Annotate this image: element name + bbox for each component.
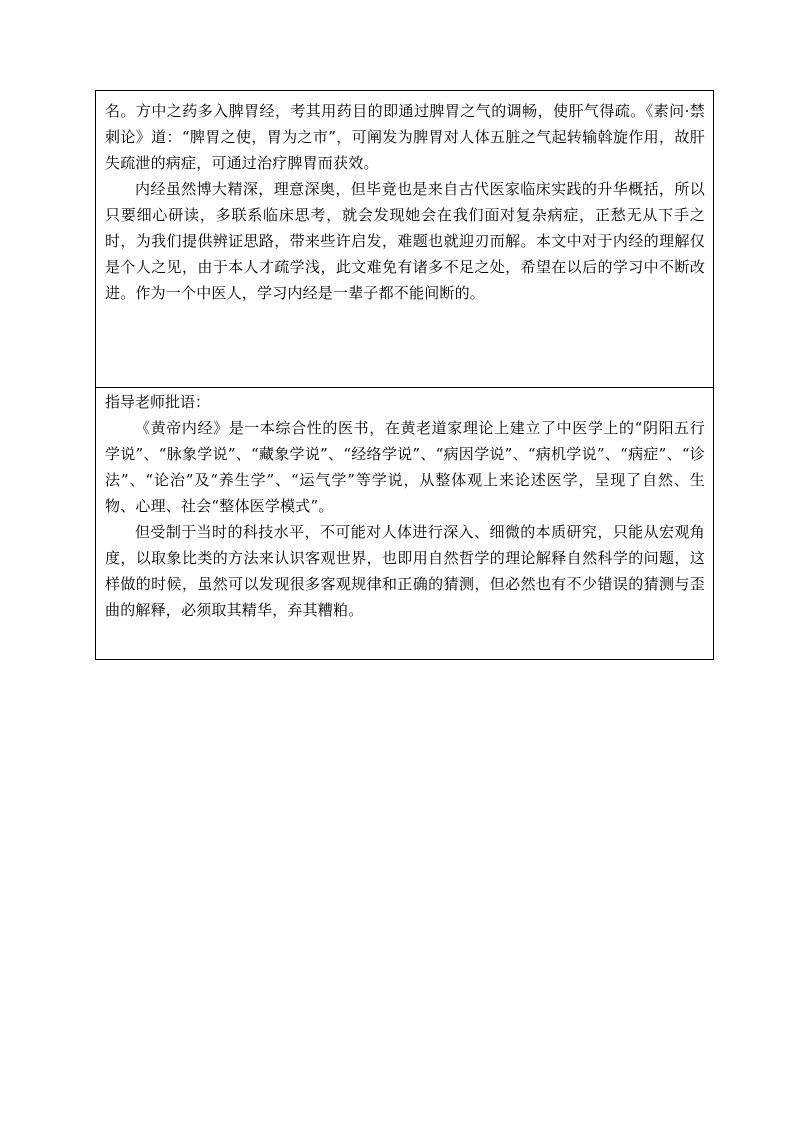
essay-paragraph-continuation: 名。方中之药多入脾胃经，考其用药目的即通过脾胃之气的调畅，使肝气得疏。《素问·禁刺论》道：“脾胃之使，胃为之市”，可阐发为脾胃对人体五脏之气起转输斡旋作用，故肝失疏泄的病症，可通过治疗脾胃而获效。 <box>105 102 705 172</box>
document-table <box>95 90 714 660</box>
comment-paragraph-2: 但受制于当时的科技水平，不可能对人体进行深入、细微的本质研究，只能从宏观角度，以取象比类的方法来认识客观世界，也即用自然哲学的理论解释自然科学的问题，这样做的时候，虽然可以发现很多客观规律和正确的猜测，但必然也有不少错误的猜测与歪曲的解释，必须取其精华，弃其糟粕。 <box>105 523 705 619</box>
comment-cell <box>96 388 713 659</box>
comment-label: 指导老师批语： <box>105 393 211 411</box>
comment-paragraph-1: 《黄帝内经》是一本综合性的医书，在黄老道家理论上建立了中医学上的“阴阳五行学说”、“脉象学说”、“藏象学说”、“经络学说”、“病因学说”、“病机学说”、“病症”、“诊法”、“论治”及“养生学”、“运气学”等学说，从整体观上来论述医学，呈现了自然、生物、心理、社会“整体医学模式”。 <box>105 419 705 515</box>
essay-paragraph-conclusion: 内经虽然博大精深，理意深奥，但毕竟也是来自古代医家临床实践的升华概括，所以只要细心研读，多联系临床思考，就会发现她会在我们面对复杂病症，正愁无从下手之时，为我们提供辨证思路，带来些许启发，难题也就迎刃而解。本文中对于内经的理解仅是个人之见，由于本人才疏学浅，此文难免有诸多不足之处，希望在以后的学习中不断改进。作为一个中医人，学习内经是一辈子都不能间断的。 <box>105 180 705 302</box>
essay-cell <box>96 91 713 388</box>
